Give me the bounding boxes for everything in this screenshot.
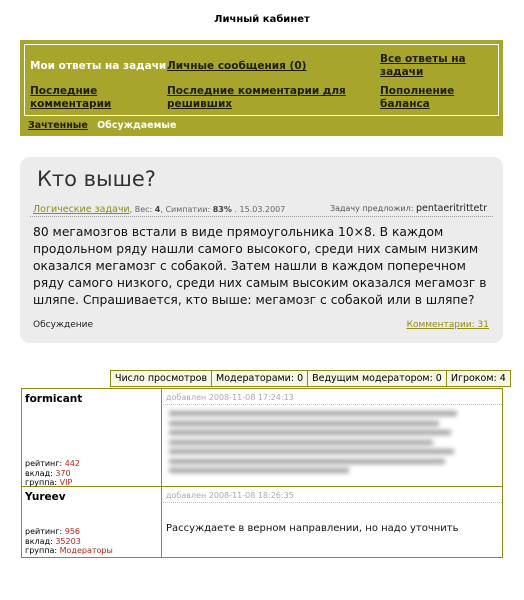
comment-text: Рассуждаете в верном направлении, но надо уточнить <box>166 523 459 534</box>
stat-player: Игроком: 4 <box>450 373 506 384</box>
author-group: группа: Модераторы <box>25 546 113 555</box>
task-body: 80 мегамозгов встали в виде прямоугольника 10×8. В каждом продольном ряду нашли самого высокого, среди них самым низким оказался мегамозг с собакой. Затем нашли в каждом поперечном ряду самого низкого, среди них самым высоким оказался мегамозг в шляпе. Спрашивается, кто выше: мегамозг с собакой или в шляпе? <box>33 225 487 307</box>
comment-date: добавлен 2008-11-08 18:26:35 <box>163 487 502 503</box>
task-meta: Логические задачи, Вес: 4, Симпатии: 83% . 15.03.2007 <box>33 204 286 215</box>
subtab-discussed[interactable]: Обсуждаемые <box>97 120 177 131</box>
comment-content <box>163 487 502 557</box>
task-category-link[interactable]: Логические задачи <box>33 204 130 215</box>
discussion-label: Обсуждение <box>33 320 94 330</box>
author-rating: рейтинг: 442 <box>25 459 81 468</box>
sympathy-value: 83% <box>212 205 232 214</box>
page-title: Личный кабинет <box>214 14 310 25</box>
author-deposit: вклад: 35203 <box>25 537 81 546</box>
comment-date: добавлен 2008-11-08 17:24:13 <box>163 389 502 405</box>
task-proposer <box>330 203 487 214</box>
comment-author <box>22 389 162 486</box>
nav-top-up[interactable]: Пополнение баланса <box>380 85 455 110</box>
sympathy-label: Симпатии: <box>165 205 211 214</box>
stat-lead-moderator: Ведущим модератором: 0 <box>308 371 447 386</box>
subtabs <box>28 120 182 131</box>
stats-row <box>110 370 511 387</box>
author-deposit: вклад: 370 <box>25 469 71 478</box>
comment-content <box>163 389 502 486</box>
proposer-label: Задачу предложил: <box>329 204 414 213</box>
meta-divider <box>30 216 493 217</box>
stat-views: Число просмотров <box>111 371 212 386</box>
task-date: 15.03.2007 <box>239 205 286 214</box>
task-card <box>20 157 503 343</box>
comment-author <box>22 487 162 557</box>
author-group: группа: VIP <box>25 478 73 487</box>
nav-last-comments[interactable]: Последние комментарии <box>30 85 112 110</box>
stat-moderators: Модераторами: 0 <box>212 371 308 386</box>
nav-my-answers[interactable]: Мои ответы на задачи <box>30 60 167 72</box>
proposer-name[interactable]: pentaeritrittetr <box>415 203 487 214</box>
comments-count-link[interactable]: Комментарии: 31 <box>406 320 489 330</box>
nav-table <box>24 44 499 116</box>
author-name[interactable]: Yureev <box>25 491 66 503</box>
subtab-accepted[interactable]: Зачтенные <box>28 120 88 131</box>
nav-messages[interactable]: Личные сообщения (0) <box>167 60 307 72</box>
task-title: Кто выше? <box>37 167 156 191</box>
weight-value: 4 <box>154 205 161 214</box>
author-name[interactable]: formicant <box>25 393 83 405</box>
weight-label: Вес: <box>134 205 153 214</box>
comments-table <box>21 388 503 558</box>
author-rating: рейтинг: 956 <box>25 527 81 536</box>
nav-solvers-comments[interactable]: Последние комментарии для решивших <box>167 85 346 110</box>
blurred-comment-text <box>169 411 469 481</box>
comment-row <box>22 389 502 487</box>
nav-all-answers[interactable]: Все ответы на задачи <box>380 53 466 78</box>
cabinet-nav <box>20 40 503 136</box>
comment-row <box>22 487 502 557</box>
